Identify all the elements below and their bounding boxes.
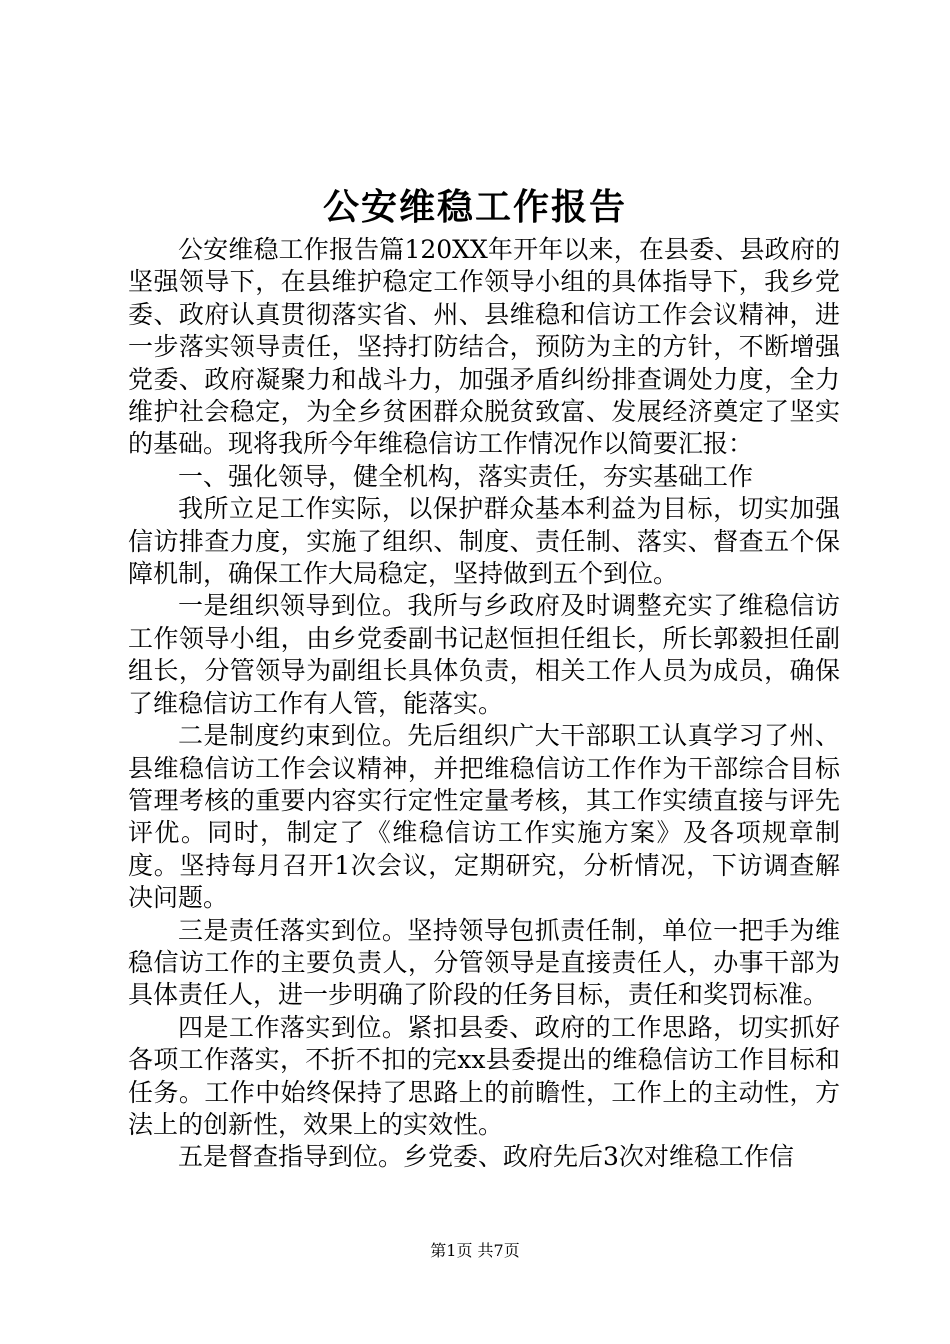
paragraph-item-5: 五是督查指导到位。乡党委、政府先后3次对维稳工作信 bbox=[178, 1142, 794, 1172]
paragraph-item-2: 二是制度约束到位。先后组织广大干部职工认真学习了州、县维稳信访工作会议精神，并把维稳信访工作作为干部综合目标管理考核的重要内容实行定性定量考核，其工作实绩直接与评先评优。同时，制定了《维稳信访工作实施方案》及各项规章制度。坚持每月召开1次会议，定期研究，分析情况，下访调查解决问题。 bbox=[128, 721, 840, 913]
document-body bbox=[128, 234, 840, 1174]
document-title: 公安维稳工作报告 bbox=[322, 186, 627, 228]
paragraph-item-1: 一是组织领导到位。我所与乡政府及时调整充实了维稳信访工作领导小组，由乡党委副书记赵恒担任组长，所长郭毅担任副组长，分管领导为副组长具体负责，相关工作人员为成员，确保了维稳信访工作有人管，能落实。 bbox=[128, 591, 840, 718]
section-heading: 一、强化领导，健全机构，落实责任，夯实基础工作 bbox=[178, 461, 754, 491]
paragraph-intro: 公安维稳工作报告篇120XX年开年以来，在县委、县政府的坚强领导下，在县维护稳定工作领导小组的具体指导下，我乡党委、政府认真贯彻落实省、州、县维稳和信访工作会议精神，进一步落实领导责任，坚持打防结合，预防为主的方针，不断增强党委、政府凝聚力和战斗力，加强矛盾纠纷排查调处力度，全力维护社会稳定，为全乡贫困群众脱贫致富、发展经济奠定了坚实的基础。现将我所今年维稳信访工作情况作以简要汇报： bbox=[128, 235, 840, 459]
page-footer: 第1页 共7页 bbox=[430, 1241, 520, 1260]
paragraph-item-4: 四是工作落实到位。紧扣县委、政府的工作思路，切实抓好各项工作落实，不折不扣的完xx县委提出的维稳信访工作目标和任务。工作中始终保持了思路上的前瞻性，工作上的主动性，方法上的创新性，效果上的实效性。 bbox=[128, 1012, 840, 1139]
paragraph-overview: 我所立足工作实际，以保护群众基本利益为目标，切实加强信访排查力度，实施了组织、制度、责任制、落实、督查五个保障机制，确保工作大局稳定，坚持做到五个到位。 bbox=[128, 494, 840, 589]
paragraph-item-3: 三是责任落实到位。坚持领导包抓责任制，单位一把手为维稳信访工作的主要负责人，分管领导是直接责任人，办事干部为具体责任人，进一步明确了阶段的任务目标，责任和奖罚标准。 bbox=[128, 915, 840, 1010]
